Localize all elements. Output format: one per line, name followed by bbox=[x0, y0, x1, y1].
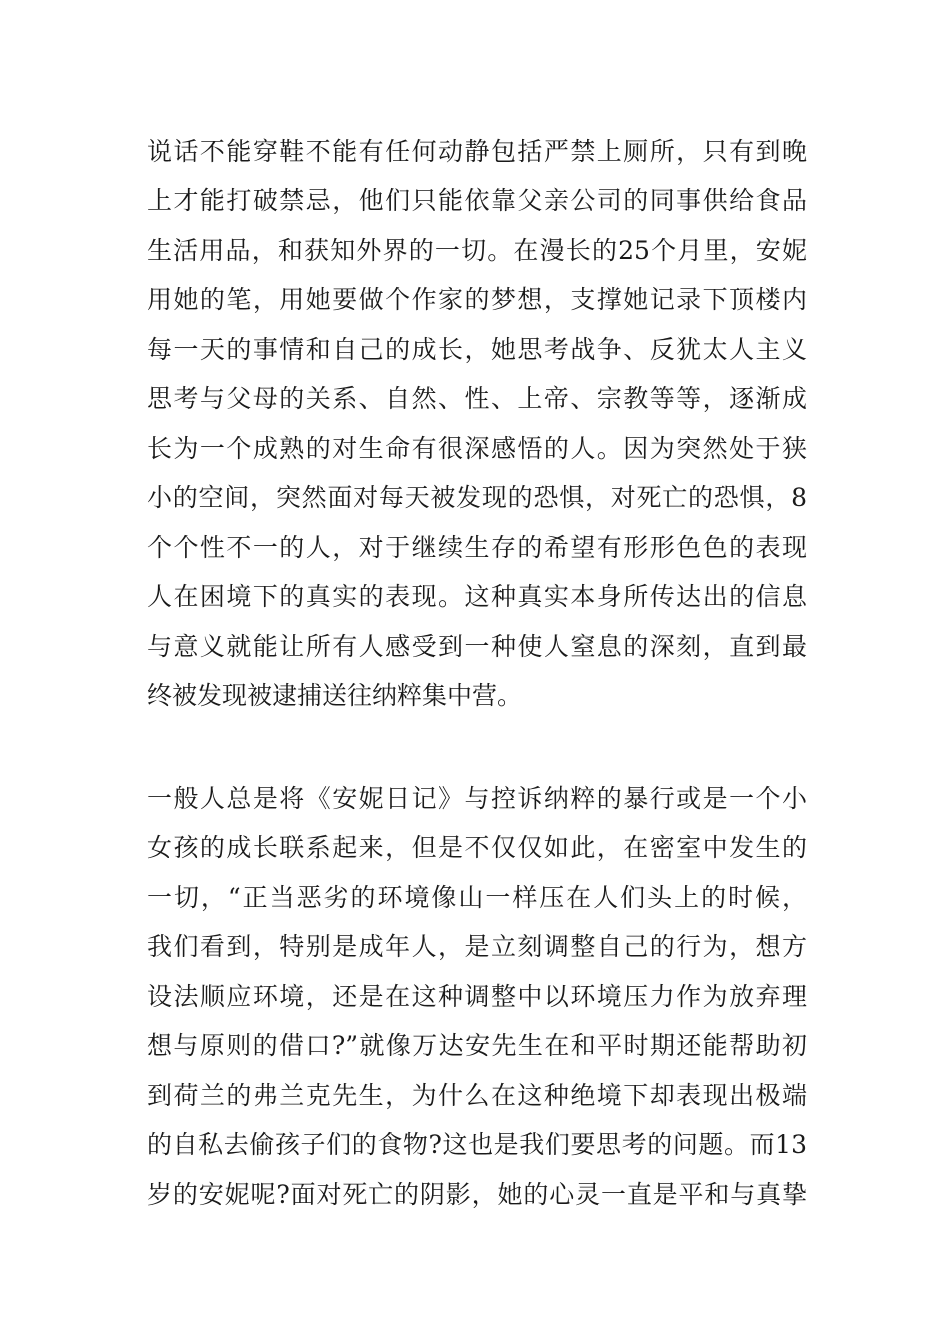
paragraph-line: 一切，“正当恶劣的环境像山一样压在人们头上的时候， bbox=[147, 883, 807, 912]
paragraph-line: 小的空间，突然面对每天被发现的恐惧，对死亡的恐惧，8 bbox=[147, 483, 807, 512]
paragraph-line: 思考与父母的关系、自然、性、上帝、宗教等等，逐渐成 bbox=[147, 384, 807, 413]
paragraph-line: 长为一个成熟的对生命有很深感悟的人。因为突然处于狭 bbox=[147, 434, 807, 463]
paragraph-line: 设法顺应环境，还是在这种调整中以环境压力作为放弃理 bbox=[147, 982, 807, 1011]
paragraph-line: 到荷兰的弗兰克先生，为什么在这种绝境下却表现出极端 bbox=[147, 1081, 807, 1110]
paragraph-line: 终被发现被逮捕送往纳粹集中营。 bbox=[147, 681, 523, 710]
paragraph-line: 每一天的事情和自己的成长，她思考战争、反犹太人主义 bbox=[147, 335, 807, 364]
paragraph-line: 生活用品，和获知外界的一切。在漫长的25个月里，安妮 bbox=[147, 236, 807, 265]
paragraph-line: 想与原则的借口?”就像万达安先生在和平时期还能帮助初 bbox=[147, 1031, 807, 1060]
paragraph-line: 女孩的成长联系起来，但是不仅仅如此，在密室中发生的 bbox=[147, 833, 807, 862]
paragraph-line: 用她的笔，用她要做个作家的梦想，支撑她记录下顶楼内 bbox=[147, 285, 807, 314]
paragraph-line: 人在困境下的真实的表现。这种真实本身所传达出的信息 bbox=[147, 582, 807, 611]
paragraph-line: 我们看到，特别是成年人，是立刻调整自己的行为，想方 bbox=[147, 932, 807, 961]
paragraph-line: 与意义就能让所有人感受到一种使人窒息的深刻，直到最 bbox=[147, 632, 807, 661]
paragraph-line: 说话不能穿鞋不能有任何动静包括严禁上厕所，只有到晚 bbox=[147, 137, 807, 166]
paragraph-line: 的自私去偷孩子们的食物?这也是我们要思考的问题。而13 bbox=[147, 1130, 807, 1159]
paragraph-line: 一般人总是将《安妮日记》与控诉纳粹的暴行或是一个小 bbox=[147, 784, 807, 813]
paragraph-line: 岁的安妮呢?面对死亡的阴影，她的心灵一直是平和与真挚 bbox=[147, 1180, 807, 1209]
paragraph-line: 上才能打破禁忌，他们只能依靠父亲公司的同事供给食品 bbox=[147, 186, 807, 215]
paragraph-line: 个个性不一的人，对于继续生存的希望有形形色色的表现 bbox=[147, 533, 807, 562]
